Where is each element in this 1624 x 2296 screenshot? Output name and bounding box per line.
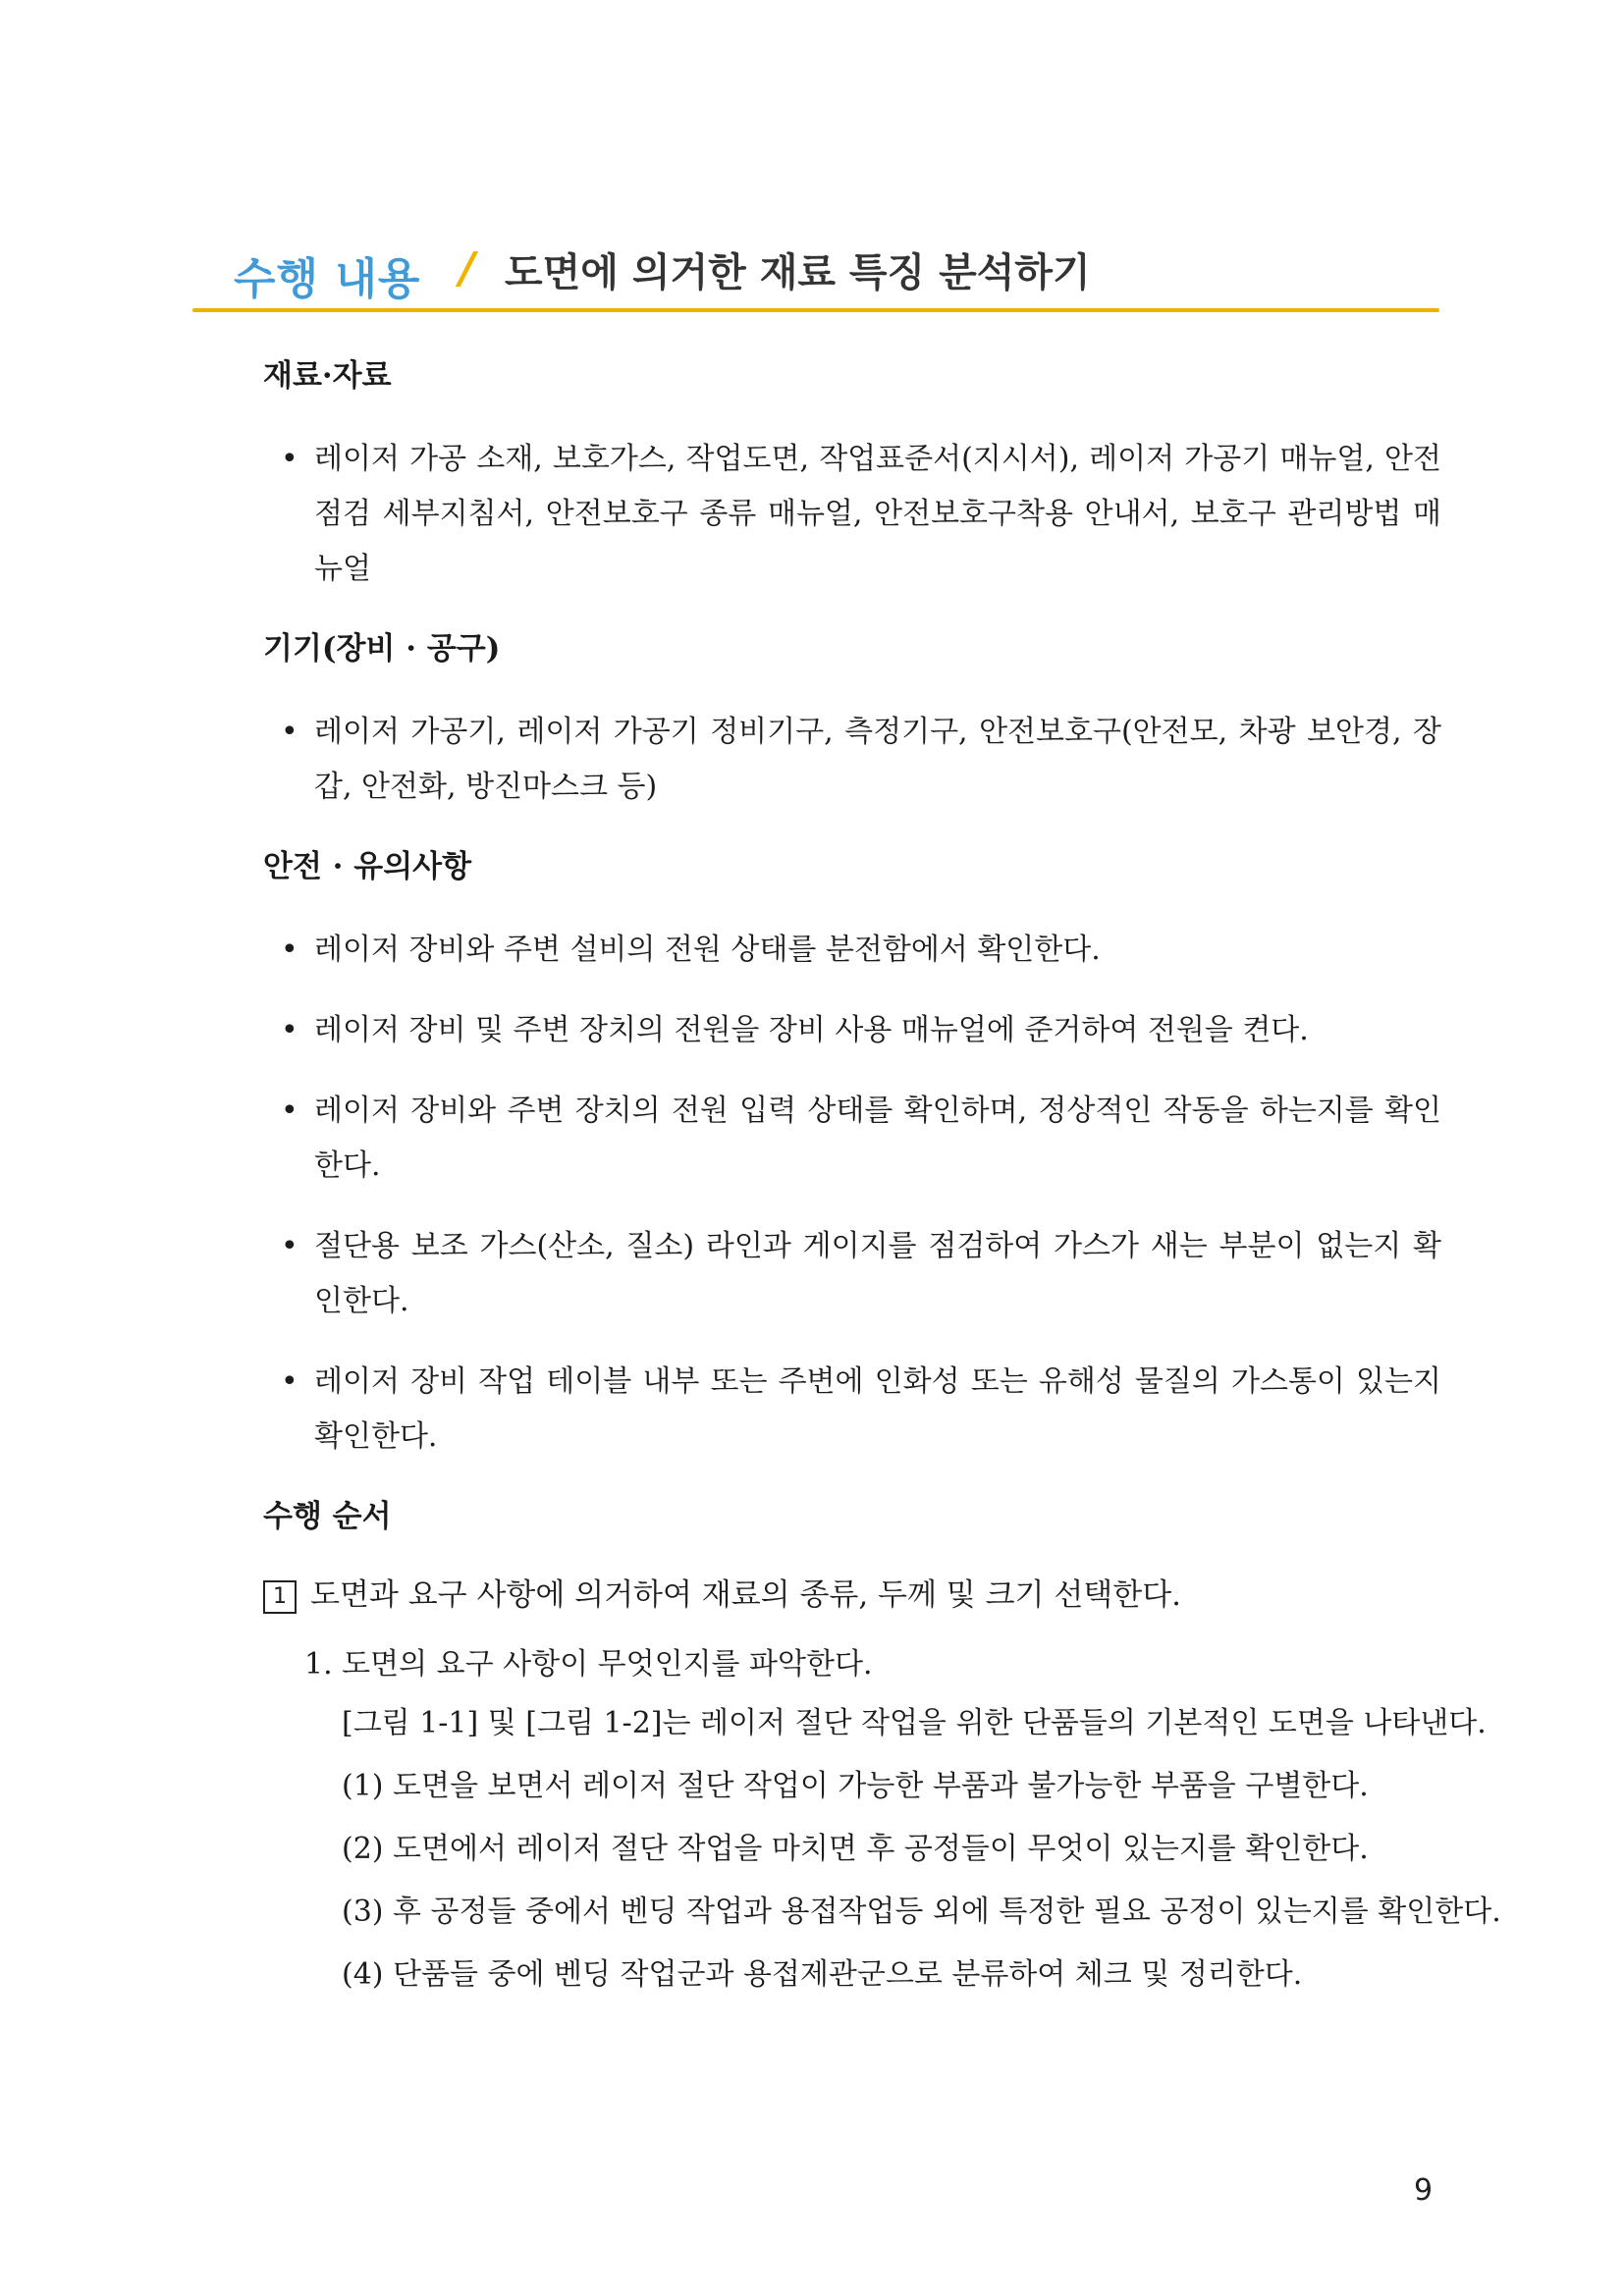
bullet-icon: •	[281, 933, 298, 967]
procedure-item: (4) 단품들 중에 벤딩 작업군과 용접제관군으로 분류하여 체크 및 정리한다.	[342, 1957, 1303, 1992]
safety-heading: 안전 · 유의사항	[263, 849, 472, 884]
section-header	[192, 238, 1439, 316]
materials-list	[263, 432, 1441, 597]
bullet-icon: •	[281, 1229, 298, 1263]
list-item	[281, 923, 1441, 978]
list-item-text: 레이저 가공 소재, 보호가스, 작업도면, 작업표준서(지시서), 레이저 가공기 매뉴얼, 안전점검 세부지침서, 안전보호구 종류 매뉴얼, 안전보호구착용 안내서, 보호구 관리방법 매뉴얼	[314, 442, 1441, 586]
bullet-icon: •	[281, 442, 298, 476]
list-item-text: 절단용 보조 가스(산소, 질소) 라인과 게이지를 점검하여 가스가 새는 부분이 없는지 확인한다.	[314, 1229, 1441, 1318]
document-body	[263, 353, 1501, 2016]
procedure-item: (1) 도면을 보면서 레이저 절단 작업이 가능한 부품과 불가능한 부품을 구별한다.	[342, 1769, 1369, 1803]
procedure-item: (3) 후 공정들 중에서 벤딩 작업과 용접작업등 외에 특정한 필요 공정이 있는지를 확인한다.	[342, 1895, 1501, 1929]
list-item-text: 레이저 장비와 주변 장치의 전원 입력 상태를 확인하며, 정상적인 작동을 하는지를 확인한다.	[314, 1094, 1441, 1183]
list-item	[281, 705, 1441, 815]
header-label: 수행 내용	[234, 254, 421, 304]
header-divider	[192, 308, 1439, 312]
page-number: 9	[1414, 2173, 1434, 2208]
list-item-text: 레이저 장비 및 주변 장치의 전원을 장비 사용 매뉴얼에 준거하여 전원을 켠다.	[314, 1013, 1309, 1047]
procedure-step	[263, 1573, 1441, 1618]
list-item-text: 레이저 가공기, 레이저 가공기 정비기구, 측정기구, 안전보호구(안전모, 차광 보안경, 장갑, 안전화, 방진마스크 등)	[314, 715, 1441, 804]
list-item	[281, 1003, 1441, 1058]
list-item	[281, 1084, 1441, 1194]
bullet-icon: •	[281, 1013, 298, 1047]
materials-heading: 재료·자료	[263, 358, 392, 394]
list-item-text: 레이저 장비 작업 테이블 내부 또는 주변에 인화성 또는 유해성 물질의 가스통이 있는지 확인한다.	[314, 1364, 1441, 1454]
equipment-heading: 기기(장비 · 공구)	[263, 631, 501, 667]
safety-list	[263, 923, 1441, 1465]
list-item	[281, 432, 1441, 597]
step-text: 도면과 요구 사항에 의거하여 재료의 종류, 두께 및 크기 선택한다.	[310, 1577, 1181, 1613]
bullet-icon: •	[281, 1094, 298, 1128]
header-slash: /	[460, 243, 476, 294]
procedure-heading: 수행 순서	[263, 1499, 392, 1534]
bullet-icon: •	[281, 1364, 298, 1399]
figure-note: [그림 1-1] 및 [그림 1-2]는 레이저 절단 작업을 위한 단품들의 기본적인 도면을 나타낸다.	[342, 1706, 1487, 1740]
equipment-list	[263, 705, 1441, 815]
list-item-text: 레이저 장비와 주변 설비의 전원 상태를 분전함에서 확인한다.	[314, 933, 1101, 967]
list-item	[281, 1355, 1441, 1465]
procedure-item: (2) 도면에서 레이저 절단 작업을 마치면 후 공정들이 무엇이 있는지를 확인한다.	[342, 1832, 1369, 1866]
list-item	[281, 1219, 1441, 1329]
bullet-icon: •	[281, 715, 298, 749]
sub-step: 1. 도면의 요구 사항이 무엇인지를 파악한다.	[304, 1647, 873, 1682]
step-number-box: 1	[263, 1580, 297, 1614]
page-title: 도면에 의거한 재료 특징 분석하기	[505, 250, 1091, 295]
